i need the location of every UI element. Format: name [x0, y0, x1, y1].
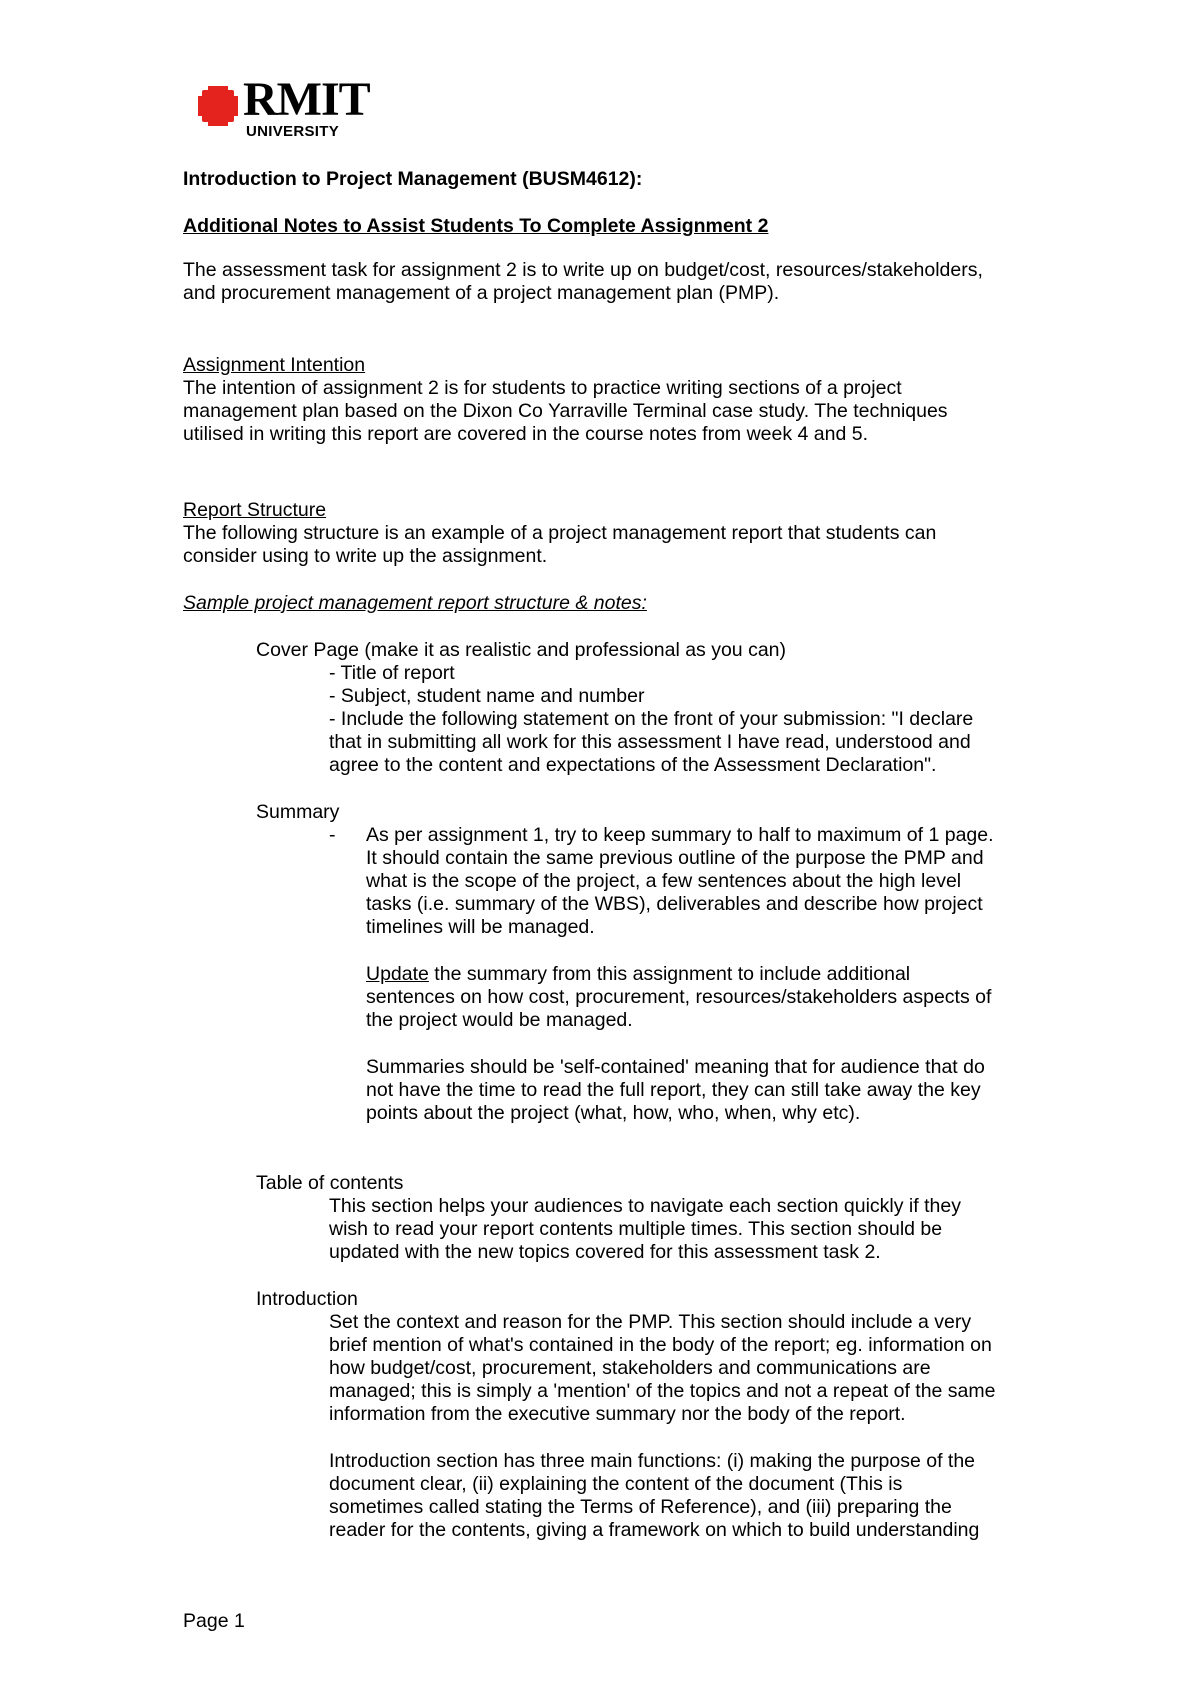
- structure-line: consider using to write up the assignment.: [183, 545, 548, 567]
- introduction-line: brief mention of what's contained in the body of the report; eg. information on: [329, 1334, 992, 1356]
- cover-item: - Title of report: [329, 662, 455, 684]
- summary-heading: Summary: [256, 801, 340, 823]
- toc-line: This section helps your audiences to navigate each section quickly if they: [329, 1195, 961, 1217]
- rmit-pixel-icon: [196, 84, 240, 128]
- cover-item: that in submitting all work for this assessment I have read, understood and: [329, 731, 971, 753]
- cover-heading: Cover Page (make it as realistic and professional as you can): [256, 639, 787, 661]
- summary-line: As per assignment 1, try to keep summary to half to maximum of 1 page.: [366, 824, 994, 846]
- intention-line: The intention of assignment 2 is for students to practice writing sections of a project: [183, 377, 902, 399]
- structure-heading: Report Structure: [183, 499, 327, 521]
- rmit-logo: [196, 73, 396, 146]
- summary-dash: -: [329, 824, 336, 846]
- introduction-line: Introduction section has three main functions: (i) making the purpose of the: [329, 1450, 976, 1472]
- summary-line: points about the project (what, how, who, when, why etc).: [366, 1102, 861, 1124]
- intention-line: management plan based on the Dixon Co Yarraville Terminal case study. The techniques: [183, 400, 948, 422]
- cover-item: - Include the following statement on the front of your submission: "I declare: [329, 708, 974, 730]
- introduction-line: reader for the contents, giving a framework on which to build understanding: [329, 1519, 980, 1541]
- summary-line: tasks (i.e. summary of the WBS), deliverables and describe how project: [366, 893, 983, 915]
- summary-line: timelines will be managed.: [366, 916, 595, 938]
- cover-item: agree to the content and expectations of the Assessment Declaration".: [329, 754, 937, 776]
- introduction-line: information from the executive summary nor the body of the report.: [329, 1403, 906, 1425]
- structure-line: The following structure is an example of a project management report that students can: [183, 522, 937, 544]
- toc-line: wish to read your report contents multiple times. This section should be: [329, 1218, 943, 1240]
- intro-line: and procurement management of a project management plan (PMP).: [183, 282, 780, 304]
- intro-line: The assessment task for assignment 2 is to write up on budget/cost, resources/stakeholders,: [183, 259, 983, 281]
- course-title: Introduction to Project Management (BUSM4612):: [183, 168, 643, 190]
- notes-title: Additional Notes to Assist Students To Complete Assignment 2: [183, 215, 769, 237]
- logo-subtext: UNIVERSITY: [246, 123, 340, 140]
- summary-line: sentences on how cost, procurement, resources/stakeholders aspects of: [366, 986, 992, 1008]
- introduction-line: Set the context and reason for the PMP. This section should include a very: [329, 1311, 972, 1333]
- introduction-heading: Introduction: [256, 1288, 358, 1310]
- introduction-line: sometimes called stating the Terms of Reference), and (iii) preparing the: [329, 1496, 952, 1518]
- sample-heading: Sample project management report structure & notes:: [183, 592, 647, 614]
- introduction-line: managed; this is simply a 'mention' of the topics and not a repeat of the same: [329, 1380, 996, 1402]
- cover-item: - Subject, student name and number: [329, 685, 645, 707]
- intention-heading: Assignment Intention: [183, 354, 366, 376]
- logo-wordmark: RMIT: [243, 73, 370, 126]
- summary-line: Summaries should be 'self-contained' meaning that for audience that do: [366, 1056, 985, 1078]
- summary-line: It should contain the same previous outline of the purpose the PMP and: [366, 847, 984, 869]
- update-word: Update: [366, 963, 429, 985]
- intention-line: utilised in writing this report are covered in the course notes from week 4 and 5.: [183, 423, 869, 445]
- summary-update-line: [366, 963, 910, 986]
- toc-heading: Table of contents: [256, 1172, 404, 1194]
- summary-line: the project would be managed.: [366, 1009, 633, 1031]
- update-rest: the summary from this assignment to include additional: [428, 963, 911, 985]
- summary-line: not have the time to read the full report, they can still take away the key: [366, 1079, 981, 1101]
- page-number: Page 1: [183, 1610, 245, 1632]
- toc-line: updated with the new topics covered for this assessment task 2.: [329, 1241, 881, 1263]
- summary-line: what is the scope of the project, a few sentences about the high level: [366, 870, 962, 892]
- introduction-line: how budget/cost, procurement, stakeholders and communications are: [329, 1357, 931, 1379]
- introduction-line: document clear, (ii) explaining the content of the document (This is: [329, 1473, 903, 1495]
